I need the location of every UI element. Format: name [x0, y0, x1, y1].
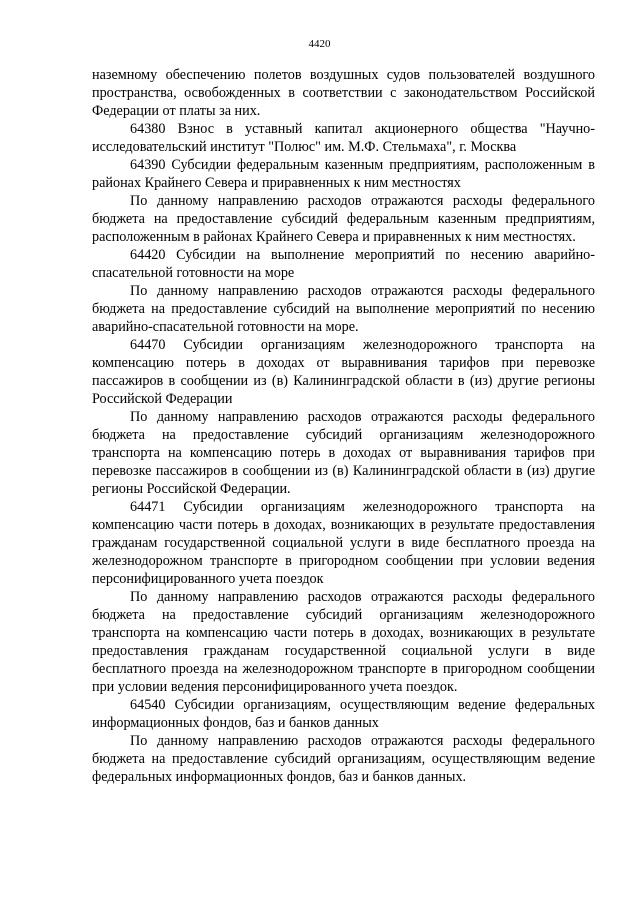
paragraph-64390-heading: 64390 Субсидии федеральным казенным предприятиям, расположенным в районах Крайнего Севера и приравненных к ним местностях: [92, 157, 595, 191]
page-number: 4420: [308, 38, 331, 50]
paragraph-64540-heading: 64540 Субсидии организациям, осуществляющим ведение федеральных информационных фондов, баз и банков данных: [92, 697, 595, 731]
paragraph-64420-description: По данному направлению расходов отражаются расходы федерального бюджета на предоставление субсидий на выполнение мероприятий по несению аварийно-спасательной готовности на море.: [92, 283, 595, 335]
paragraph-64471-heading: 64471 Субсидии организациям железнодорожного транспорта на компенсацию части потерь в доходах, возникающих в результате предоставления гражданам государственной социальной услуги в виде бесплатного проезда на железнодорожном транспорте в пригородном сообщении при условии ведения персонифицированного учета поездок: [92, 499, 595, 587]
paragraph-64470-description: По данному направлению расходов отражаются расходы федерального бюджета на предоставление субсидий организациям железнодорожного транспорта на компенсацию потерь в доходах от выравнивания тарифов при перевозке пассажиров в сообщении из (в) Калининградской области в (из) другие регионы Российской Федерации.: [92, 409, 595, 497]
paragraph-64420-heading: 64420 Субсидии на выполнение мероприятий по несению аварийно-спасательной готовности на море: [92, 247, 595, 281]
paragraph-64471-description: По данному направлению расходов отражаются расходы федерального бюджета на предоставление субсидий организациям железнодорожного транспорта на компенсацию части потерь в доходах, возникающих в результате предоставления гражданам государственной социальной услуги в виде бесплатного проезда на железнодорожном транспорте в пригородном сообщении при условии ведения персонифицированного учета поездок.: [92, 589, 595, 695]
paragraph-64380-heading: 64380 Взнос в уставный капитал акционерного общества "Научно-исследовательский институт "Полюс" им. М.Ф. Стельмаха", г. Москва: [92, 121, 595, 155]
paragraph-64390-description: По данному направлению расходов отражаются расходы федерального бюджета на предоставление субсидий федеральным казенным предприятиям, расположенным в районах Крайнего Севера и приравненных к ним местностях.: [92, 193, 595, 245]
document-body: [92, 66, 595, 786]
paragraph-64540-description: По данному направлению расходов отражаются расходы федерального бюджета на предоставление субсидий организациям, осуществляющим ведение федеральных информационных фондов, баз и банков данных.: [92, 733, 595, 785]
paragraph-64470-heading: 64470 Субсидии организациям железнодорожного транспорта на компенсацию потерь в доходах от выравнивания тарифов при перевозке пассажиров в сообщении из (в) Калининградской области в (из) другие регионы Российской Федерации: [92, 337, 595, 407]
paragraph-continuation: наземному обеспечению полетов воздушных судов пользователей воздушного пространства, освобожденных в соответствии с законодательством Российской Федерации от платы за них.: [92, 67, 595, 119]
